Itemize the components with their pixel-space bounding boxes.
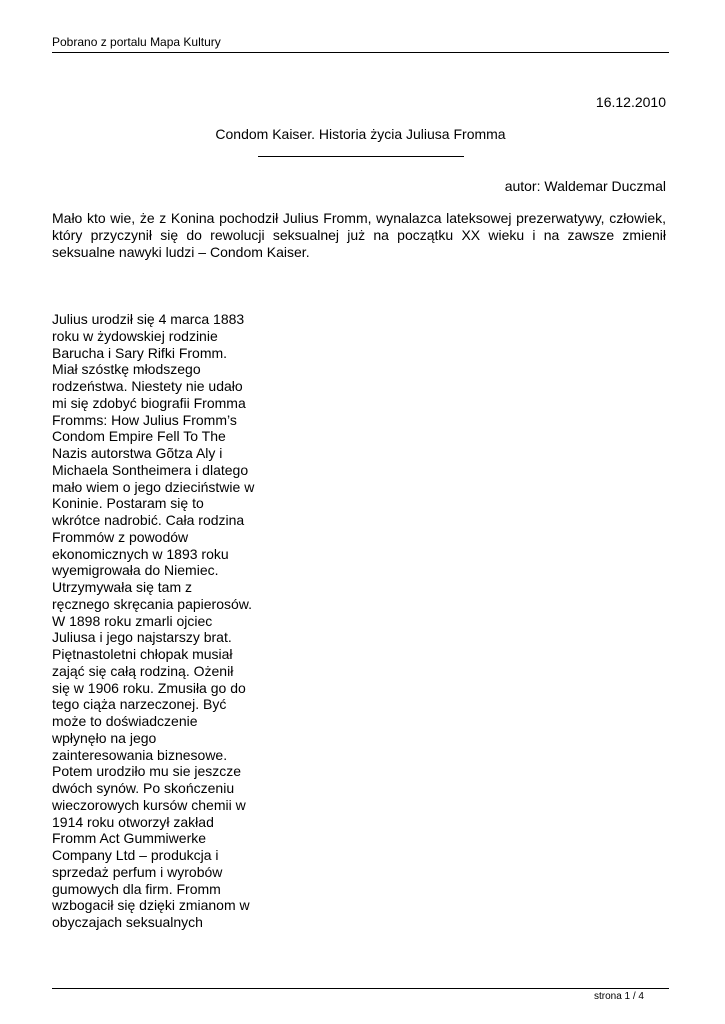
body-line: Fromms: How Julius Fromm’s	[52, 411, 237, 428]
body-line: może to doświadczenie	[52, 713, 198, 729]
body-line: wieczorowych kursów chemii w	[52, 796, 246, 813]
title-underline	[258, 156, 464, 157]
body-line: Company Ltd – produkcja i	[52, 847, 219, 863]
body-line: dwóch synów. Po skończeniu	[52, 780, 235, 796]
body-line: Fromm Act Gummiwerke	[52, 830, 207, 847]
body-line: ręcznego skręcania papierosów.	[52, 595, 253, 612]
body-line: wzbogacił się dzięki zmianom w	[52, 897, 250, 914]
body-line: sprzedaż perfum i wyrobów	[52, 863, 223, 880]
page-header-source: Pobrano z portalu Mapa Kultury	[52, 35, 221, 49]
body-line: Nazis autorstwa Gõtza Aly i	[52, 445, 223, 461]
body-line: Utrzymywała się tam z	[52, 579, 193, 595]
article-body	[52, 311, 255, 931]
body-line: Koninie. Postaram się to	[52, 495, 204, 512]
body-line: Michaela Sontheimera i dlatego	[52, 461, 249, 478]
article-date: 16.12.2010	[595, 94, 666, 110]
body-line: zainteresowania biznesowe.	[52, 746, 228, 763]
body-line: zająć się całą rodziną. Ożenił	[52, 662, 234, 679]
title-block	[52, 126, 669, 157]
body-line: Frommów z powodów	[52, 528, 189, 545]
page-number: strona 1 / 4	[593, 991, 644, 1002]
body-line: tego ciąża narzeczonej. Być	[52, 696, 227, 713]
body-line: gumowych dla firm. Fromm	[52, 880, 221, 897]
body-line: 1914 roku otworzył zakład	[52, 813, 214, 830]
body-line: Condom Empire Fell To The	[52, 428, 226, 445]
body-line: Julius urodził się 4 marca 1883	[52, 311, 245, 327]
header-divider	[52, 52, 669, 53]
footer-divider	[52, 988, 669, 989]
body-line: roku w żydowskiej rodzinie	[52, 327, 218, 344]
body-line: W 1898 roku zmarli ojciec	[52, 612, 213, 629]
body-line: obyczajach seksualnych	[52, 914, 203, 930]
body-line: rodzeństwa. Niestety nie udało	[52, 378, 243, 394]
body-line: się w 1906 roku. Zmusiła go do	[52, 679, 246, 696]
body-line: Miał szóstkę młodszego	[52, 361, 201, 378]
body-line: Potem urodziło mu sie jeszcze	[52, 763, 242, 780]
body-line: wkrótce nadrobić. Cała rodzina	[52, 512, 245, 528]
article-author: autor: Waldemar Duczmal	[504, 178, 666, 194]
body-line: Piętnastoletni chłopak musiał	[52, 646, 233, 662]
body-line: wyemigrowała do Niemiec.	[52, 562, 219, 579]
article-title: Condom Kaiser. Historia życia Juliusa Fromma	[215, 126, 506, 142]
body-line: ekonomicznych w 1893 roku	[52, 545, 229, 562]
body-line: mi się zdobyć biografii Fromma	[52, 394, 246, 411]
body-line: mało wiem o jego dzieciństwie w	[52, 478, 255, 495]
body-line: Barucha i Sary Rifki Fromm.	[52, 344, 228, 361]
body-line: wpłynęło na jego	[52, 729, 157, 746]
body-line: Juliusa i jego najstarszy brat.	[52, 629, 232, 646]
article-lead: Mało kto wie, że z Konina pochodził Julius Fromm, wynalazca lateksowej prezerwatywy, człowiek, który przyczynił się do rewolucji seksualnej już na początku XX wieku i na zawsze zmienił seksualne nawyki ludzi – Condom Kaiser.	[52, 210, 666, 260]
